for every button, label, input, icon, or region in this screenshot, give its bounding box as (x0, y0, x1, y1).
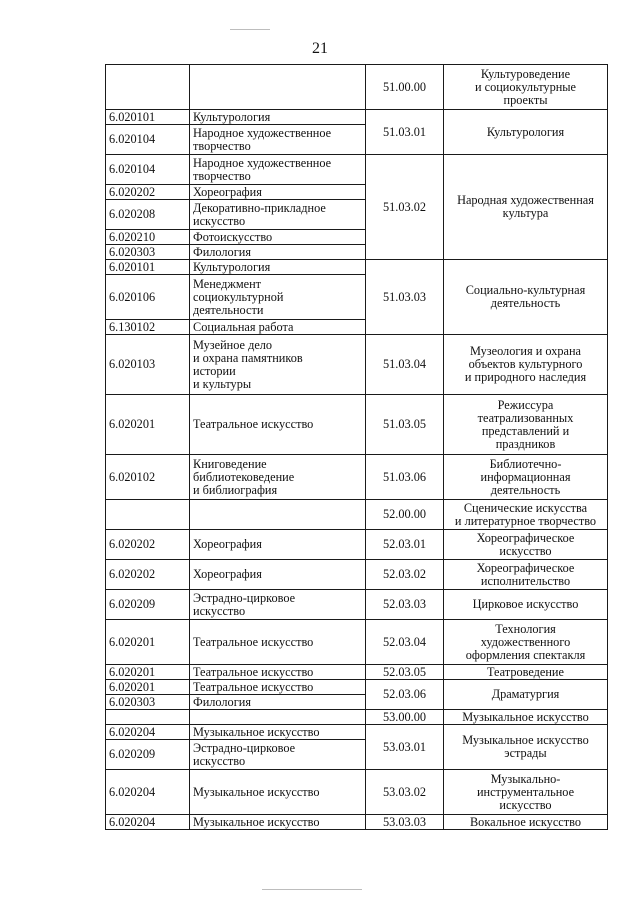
old-code-cell: 6.020201 (106, 620, 190, 665)
new-direction-cell: Драматургия (444, 680, 608, 710)
old-specialty-cell: Театральное искусство (190, 620, 366, 665)
old-specialty-cell: Филология (190, 245, 366, 260)
table-row (106, 155, 608, 185)
old-code-cell: 6.020204 (106, 815, 190, 830)
new-direction-cell: Музеология и охрана объектов культурного и природного наследия (444, 335, 608, 395)
new-direction-cell: Библиотечно- информационная деятельность (444, 455, 608, 500)
new-direction-cell: Режиссура театрализованных представлений и праздников (444, 395, 608, 455)
new-code-cell: 53.03.03 (366, 815, 444, 830)
new-direction-cell: Хореографическое искусство (444, 530, 608, 560)
old-code-cell: 6.020204 (106, 725, 190, 740)
new-code-cell: 51.03.04 (366, 335, 444, 395)
new-direction-cell: Музыкально- инструментальное искусство (444, 770, 608, 815)
old-code-cell: 6.020202 (106, 185, 190, 200)
old-code-cell: 6.020102 (106, 455, 190, 500)
old-specialty-cell: Хореография (190, 560, 366, 590)
old-code-cell: 6.020201 (106, 680, 190, 695)
new-code-cell: 51.03.02 (366, 155, 444, 260)
new-direction-cell: Цирковое искусство (444, 590, 608, 620)
old-code-cell: 6.020210 (106, 230, 190, 245)
table-row (106, 710, 608, 725)
old-specialty-cell (190, 65, 366, 110)
table-row (106, 680, 608, 695)
new-code-cell: 51.03.05 (366, 395, 444, 455)
old-specialty-cell (190, 710, 366, 725)
specialty-correspondence-table (105, 64, 608, 830)
old-code-cell: 6.020209 (106, 590, 190, 620)
table-row (106, 530, 608, 560)
table-row (106, 620, 608, 665)
old-specialty-cell: Книговедение библиотековедение и библиография (190, 455, 366, 500)
old-specialty-cell: Театральное искусство (190, 680, 366, 695)
old-code-cell (106, 500, 190, 530)
table-row (106, 815, 608, 830)
scan-mark (262, 889, 362, 890)
old-code-cell: 6.020106 (106, 275, 190, 320)
old-code-cell: 6.020204 (106, 770, 190, 815)
old-code-cell: 6.020104 (106, 155, 190, 185)
old-specialty-cell: Декоративно-прикладное искусство (190, 200, 366, 230)
table-row (106, 590, 608, 620)
old-code-cell: 6.020101 (106, 260, 190, 275)
new-code-cell: 52.03.03 (366, 590, 444, 620)
new-code-cell: 52.03.04 (366, 620, 444, 665)
new-direction-cell: Социально-культурная деятельность (444, 260, 608, 335)
old-code-cell: 6.020303 (106, 695, 190, 710)
old-code-cell (106, 65, 190, 110)
old-code-cell: 6.130102 (106, 320, 190, 335)
old-specialty-cell: Культурология (190, 260, 366, 275)
new-direction-cell: Вокальное искусство (444, 815, 608, 830)
old-code-cell: 6.020201 (106, 665, 190, 680)
old-specialty-cell: Народное художественное творчество (190, 125, 366, 155)
table-row (106, 500, 608, 530)
new-code-cell: 53.03.02 (366, 770, 444, 815)
old-specialty-cell: Музыкальное искусство (190, 770, 366, 815)
old-specialty-cell: Менеджмент социокультурной деятельности (190, 275, 366, 320)
new-code-cell: 52.00.00 (366, 500, 444, 530)
old-specialty-cell: Филология (190, 695, 366, 710)
old-specialty-cell: Фотоискусство (190, 230, 366, 245)
old-specialty-cell: Эстрадно-цирковое искусство (190, 590, 366, 620)
new-direction-cell: Сценические искусства и литературное творчество (444, 500, 608, 530)
old-specialty-cell: Театральное искусство (190, 665, 366, 680)
new-direction-cell: Культурология (444, 110, 608, 155)
old-code-cell: 6.020303 (106, 245, 190, 260)
old-code-cell: 6.020208 (106, 200, 190, 230)
new-direction-cell: Культуроведение и социокультурные проекты (444, 65, 608, 110)
new-code-cell: 53.03.01 (366, 725, 444, 770)
new-code-cell: 51.03.06 (366, 455, 444, 500)
new-direction-cell: Технология художественного оформления спектакля (444, 620, 608, 665)
table-row (106, 560, 608, 590)
old-code-cell: 6.020103 (106, 335, 190, 395)
table-row (106, 455, 608, 500)
new-code-cell: 52.03.02 (366, 560, 444, 590)
old-specialty-cell: Музыкальное искусство (190, 815, 366, 830)
page-number: 21 (312, 40, 328, 57)
table-row (106, 65, 608, 110)
new-code-cell: 51.03.01 (366, 110, 444, 155)
scan-mark (230, 29, 270, 30)
table-row (106, 395, 608, 455)
old-specialty-cell: Эстрадно-цирковое искусство (190, 740, 366, 770)
old-specialty-cell: Музыкальное искусство (190, 725, 366, 740)
new-code-cell: 53.00.00 (366, 710, 444, 725)
table-row (106, 770, 608, 815)
new-direction-cell: Хореографическое исполнительство (444, 560, 608, 590)
table-row (106, 725, 608, 740)
old-specialty-cell: Социальная работа (190, 320, 366, 335)
old-specialty-cell: Культурология (190, 110, 366, 125)
table-row (106, 335, 608, 395)
old-code-cell: 6.020104 (106, 125, 190, 155)
old-specialty-cell: Музейное дело и охрана памятников истории и культуры (190, 335, 366, 395)
table-row (106, 110, 608, 125)
new-code-cell: 52.03.06 (366, 680, 444, 710)
new-code-cell: 51.03.03 (366, 260, 444, 335)
old-specialty-cell (190, 500, 366, 530)
old-code-cell: 6.020202 (106, 530, 190, 560)
old-code-cell: 6.020101 (106, 110, 190, 125)
old-specialty-cell: Театральное искусство (190, 395, 366, 455)
new-code-cell: 52.03.01 (366, 530, 444, 560)
old-specialty-cell: Хореография (190, 530, 366, 560)
old-specialty-cell: Хореография (190, 185, 366, 200)
new-direction-cell: Музыкальное искусство эстрады (444, 725, 608, 770)
old-code-cell: 6.020202 (106, 560, 190, 590)
new-direction-cell: Народная художественная культура (444, 155, 608, 260)
new-direction-cell: Театроведение (444, 665, 608, 680)
table-row (106, 260, 608, 275)
new-code-cell: 51.00.00 (366, 65, 444, 110)
table-row (106, 665, 608, 680)
new-direction-cell: Музыкальное искусство (444, 710, 608, 725)
new-code-cell: 52.03.05 (366, 665, 444, 680)
old-code-cell: 6.020209 (106, 740, 190, 770)
old-code-cell: 6.020201 (106, 395, 190, 455)
old-specialty-cell: Народное художественное творчество (190, 155, 366, 185)
old-code-cell (106, 710, 190, 725)
